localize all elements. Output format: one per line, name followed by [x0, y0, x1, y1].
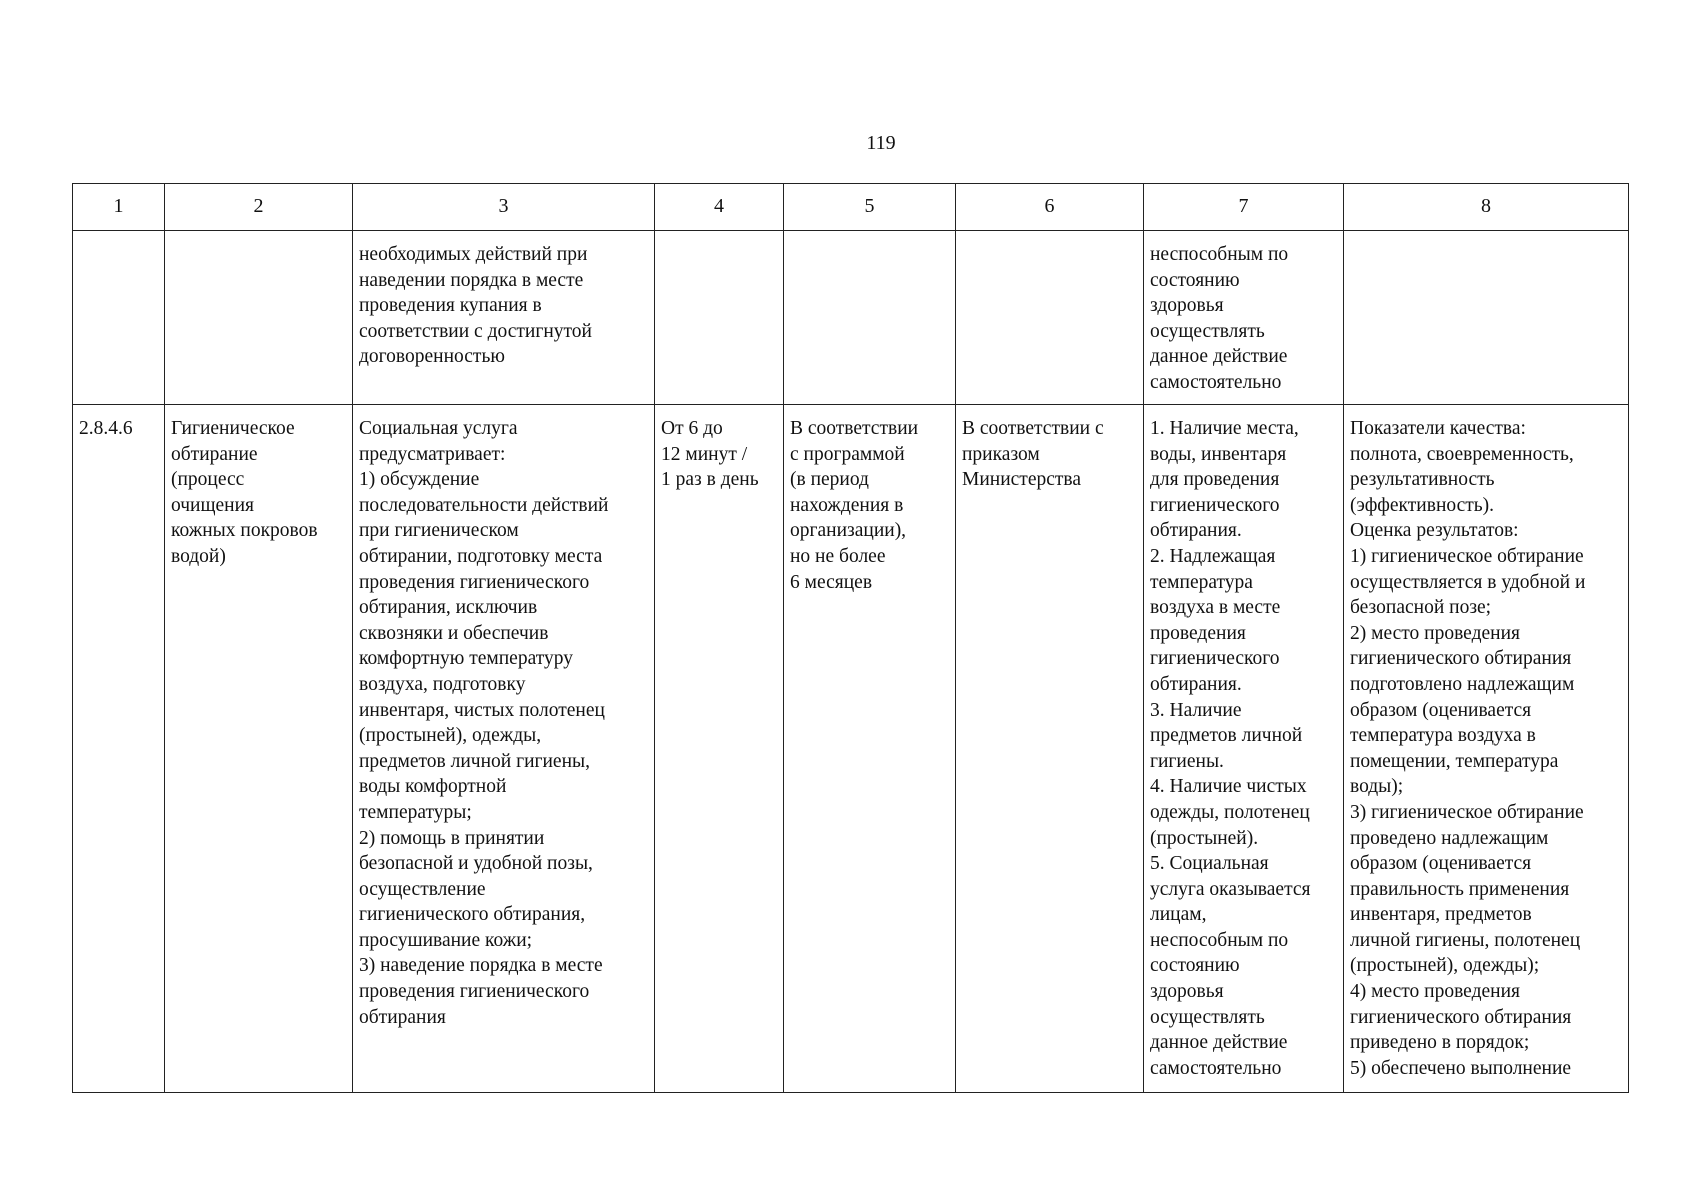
service-description-cell: Социальная услуга предусматривает: 1) обсуждение последовательности действий при гигиеническом обтирании, подготовку места проведения гигиенического обтирания, исключив сквозняки и обеспечив комфортную температуру воздуха, подготовку инвентаря, чистых полотенец (простыней), одежды, предметов личной гигиены, воды комфортной температуры; 2) помощь в принятии безопасной и удобной позы, осуществление гигиенического обтирания, просушивание кожи; 3) наведение порядка в месте проведения гигиенического обтирания: [353, 405, 655, 1093]
column-number-cell: 3: [353, 184, 655, 231]
table-cell: [956, 231, 1144, 405]
column-number-cell: 1: [73, 184, 165, 231]
column-number-cell: 6: [956, 184, 1144, 231]
column-number-cell: 5: [784, 184, 956, 231]
column-number-cell: 4: [655, 184, 784, 231]
table-cell: [165, 231, 353, 405]
service-quality-cell: Показатели качества: полнота, своевременность, результативность (эффективность). Оценка результатов: 1) гигиеническое обтирание осуществляется в удобной и безопасной позе; 2) место проведения гигиенического обтирания подготовлено надлежащим образом (оценивается температура воздуха в помещении, температура воды); 3) гигиеническое обтирание проведено надлежащим образом (оценивается правильность применения инвентаря, предметов личной гигиены, полотенец (простыней), одежды); 4) место проведения гигиенического обтирания приведено в порядок; 5) обеспечено выполнение: [1344, 405, 1629, 1093]
service-conditions-cell: 1. Наличие места, воды, инвентаря для проведения гигиенического обтирания. 2. Надлежащая температура воздуха в месте проведения гигиенического обтирания. 3. Наличие предметов личной гигиены. 4. Наличие чистых одежды, полотенец (простыней). 5. Социальная услуга оказывается лицам, неспособным по состоянию здоровья осуществлять данное действие самостоятельно: [1144, 405, 1344, 1093]
table-cell: [73, 231, 165, 405]
column-number-row: [73, 184, 1629, 231]
services-table: [72, 183, 1629, 1093]
table-cell: [784, 231, 956, 405]
table-row-continuation: [73, 231, 1629, 405]
table-cell: [1344, 231, 1629, 405]
table-cell: [655, 231, 784, 405]
service-code-cell: 2.8.4.6: [73, 405, 165, 1093]
service-cost-cell: В соответствии с приказом Министерства: [956, 405, 1144, 1093]
table-cell: неспособным по состоянию здоровья осуществлять данное действие самостоятельно: [1144, 231, 1344, 405]
service-duration-cell: От 6 до 12 минут / 1 раз в день: [655, 405, 784, 1093]
column-number-cell: 7: [1144, 184, 1344, 231]
service-name-cell: Гигиеническое обтирание (процесс очищения кожных покровов водой): [165, 405, 353, 1093]
column-number-cell: 2: [165, 184, 353, 231]
table-row-service: [73, 405, 1629, 1093]
page-number: 119: [866, 132, 896, 154]
table-cell: необходимых действий при наведении порядка в месте проведения купания в соответствии с достигнутой договоренностью: [353, 231, 655, 405]
service-term-cell: В соответствии с программой (в период нахождения в организации), но не более 6 месяцев: [784, 405, 956, 1093]
column-number-cell: 8: [1344, 184, 1629, 231]
